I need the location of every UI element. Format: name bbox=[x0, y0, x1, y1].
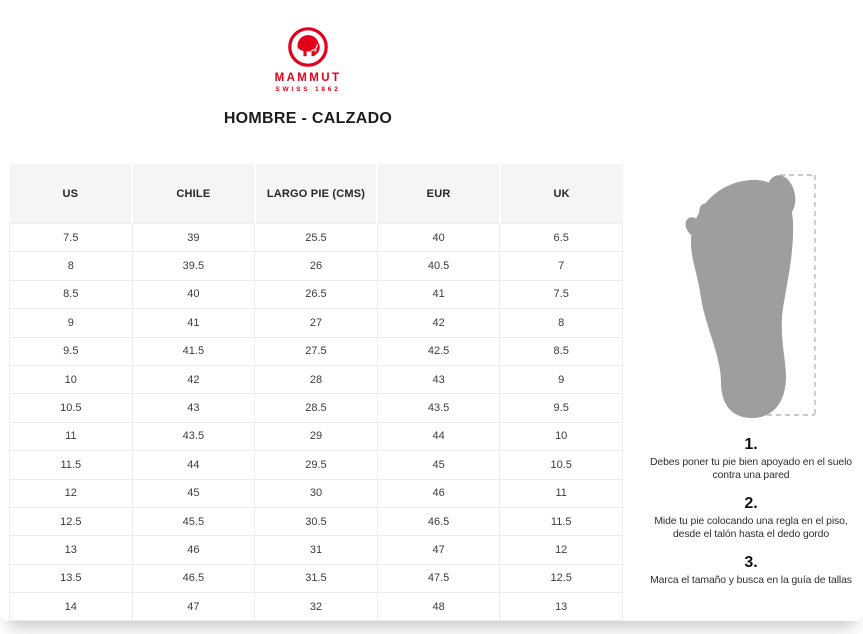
step-item bbox=[640, 495, 862, 542]
size-cell: 45.5 bbox=[132, 507, 255, 535]
size-cell: 10.5 bbox=[500, 451, 623, 479]
size-cell: 46 bbox=[132, 536, 255, 564]
size-cell: 47.5 bbox=[377, 564, 500, 592]
size-cell: 31.5 bbox=[255, 564, 378, 592]
size-cell: 28 bbox=[255, 365, 378, 393]
size-cell: 41 bbox=[132, 309, 255, 337]
size-cell: 47 bbox=[377, 536, 500, 564]
table-row bbox=[10, 536, 623, 564]
size-cell: 42 bbox=[377, 309, 500, 337]
size-cell: 28.5 bbox=[255, 394, 378, 422]
size-table bbox=[9, 164, 623, 621]
size-cell: 11.5 bbox=[10, 451, 133, 479]
table-row bbox=[10, 593, 623, 621]
size-cell: 7.5 bbox=[10, 224, 133, 252]
table-row bbox=[10, 564, 623, 592]
size-cell: 12 bbox=[500, 536, 623, 564]
step-text: Debes poner tu pie bien apoyado en el suelo contra una pared bbox=[650, 456, 852, 482]
table-row bbox=[10, 224, 623, 252]
size-cell: 10 bbox=[500, 422, 623, 450]
size-cell: 40.5 bbox=[377, 252, 500, 280]
size-cell: 12.5 bbox=[500, 564, 623, 592]
table-row bbox=[10, 394, 623, 422]
brand-block bbox=[0, 26, 616, 93]
table-row bbox=[10, 309, 623, 337]
size-cell: 8 bbox=[10, 252, 133, 280]
size-cell: 13 bbox=[500, 593, 623, 621]
size-cell: 29.5 bbox=[255, 451, 378, 479]
column-header: US bbox=[10, 164, 133, 224]
column-header: EUR bbox=[377, 164, 500, 224]
size-cell: 27.5 bbox=[255, 337, 378, 365]
size-cell: 46 bbox=[377, 479, 500, 507]
size-cell: 39.5 bbox=[132, 252, 255, 280]
instruction-steps bbox=[640, 436, 862, 587]
page-title: HOMBRE - CALZADO bbox=[223, 110, 393, 127]
size-cell: 26 bbox=[255, 252, 378, 280]
table-row bbox=[10, 365, 623, 393]
size-cell: 45 bbox=[132, 479, 255, 507]
table-row bbox=[10, 337, 623, 365]
table-row bbox=[10, 280, 623, 308]
size-cell: 10 bbox=[10, 365, 133, 393]
size-cell: 9.5 bbox=[500, 394, 623, 422]
size-cell: 6.5 bbox=[500, 224, 623, 252]
size-cell: 40 bbox=[377, 224, 500, 252]
table-row bbox=[10, 252, 623, 280]
size-cell: 44 bbox=[377, 422, 500, 450]
size-cell: 40 bbox=[132, 280, 255, 308]
size-cell: 46.5 bbox=[377, 507, 500, 535]
step-item bbox=[640, 554, 862, 587]
size-cell: 43.5 bbox=[377, 394, 500, 422]
size-cell: 30 bbox=[255, 479, 378, 507]
foot-illustration-icon bbox=[640, 160, 862, 432]
brand-subtext: SWISS 1862 bbox=[275, 86, 341, 93]
step-number: 1. bbox=[744, 436, 758, 453]
step-number: 3. bbox=[744, 554, 758, 572]
step-number: 2. bbox=[744, 495, 758, 513]
size-cell: 9.5 bbox=[10, 337, 133, 365]
foot-sole bbox=[691, 180, 793, 418]
measure-guide bbox=[640, 160, 862, 599]
size-cell: 11 bbox=[10, 422, 133, 450]
size-cell: 7 bbox=[500, 252, 623, 280]
size-cell: 42.5 bbox=[377, 337, 500, 365]
size-cell: 13.5 bbox=[10, 564, 133, 592]
size-cell: 11.5 bbox=[500, 507, 623, 535]
size-table-body bbox=[10, 224, 623, 621]
size-cell: 7.5 bbox=[500, 280, 623, 308]
size-cell: 44 bbox=[132, 451, 255, 479]
size-cell: 43 bbox=[377, 365, 500, 393]
table-row bbox=[10, 451, 623, 479]
step-text: Marca el tamaño y busca en la guía de tallas bbox=[650, 574, 852, 586]
size-cell: 14 bbox=[10, 593, 133, 621]
size-cell: 48 bbox=[377, 593, 500, 621]
brand-wordmark: MAMMUT bbox=[274, 72, 342, 84]
size-cell: 43 bbox=[132, 394, 255, 422]
size-cell: 32 bbox=[255, 593, 378, 621]
size-cell: 42 bbox=[132, 365, 255, 393]
size-cell: 12 bbox=[10, 479, 133, 507]
size-cell: 9 bbox=[500, 365, 623, 393]
step-item bbox=[640, 436, 862, 483]
size-cell: 25.5 bbox=[255, 224, 378, 252]
size-cell: 27 bbox=[255, 309, 378, 337]
size-cell: 8.5 bbox=[500, 337, 623, 365]
table-row bbox=[10, 479, 623, 507]
column-header: CHILE bbox=[132, 164, 255, 224]
table-row bbox=[10, 507, 623, 535]
size-cell: 41 bbox=[377, 280, 500, 308]
size-table-header-row bbox=[10, 164, 623, 224]
size-cell: 26.5 bbox=[255, 280, 378, 308]
size-cell: 45 bbox=[377, 451, 500, 479]
size-cell: 8 bbox=[500, 309, 623, 337]
size-cell: 11 bbox=[500, 479, 623, 507]
step-text: Mide tu pie colocando una regla en el piso, desde el talón hasta el dedo gordo bbox=[654, 515, 848, 541]
size-cell: 29 bbox=[255, 422, 378, 450]
size-table-head bbox=[10, 164, 623, 224]
size-cell: 47 bbox=[132, 593, 255, 621]
size-cell: 9 bbox=[10, 309, 133, 337]
size-cell: 13 bbox=[10, 536, 133, 564]
size-cell: 41.5 bbox=[132, 337, 255, 365]
size-cell: 8.5 bbox=[10, 280, 133, 308]
table-row bbox=[10, 422, 623, 450]
size-cell: 31 bbox=[255, 536, 378, 564]
size-cell: 43.5 bbox=[132, 422, 255, 450]
size-cell: 30.5 bbox=[255, 507, 378, 535]
column-header: LARGO PIE (CMS) bbox=[255, 164, 378, 224]
column-header: UK bbox=[500, 164, 623, 224]
size-cell: 10.5 bbox=[10, 394, 133, 422]
size-cell: 46.5 bbox=[132, 564, 255, 592]
size-cell: 12.5 bbox=[10, 507, 133, 535]
size-cell: 39 bbox=[132, 224, 255, 252]
mammut-logo-icon bbox=[287, 26, 329, 68]
